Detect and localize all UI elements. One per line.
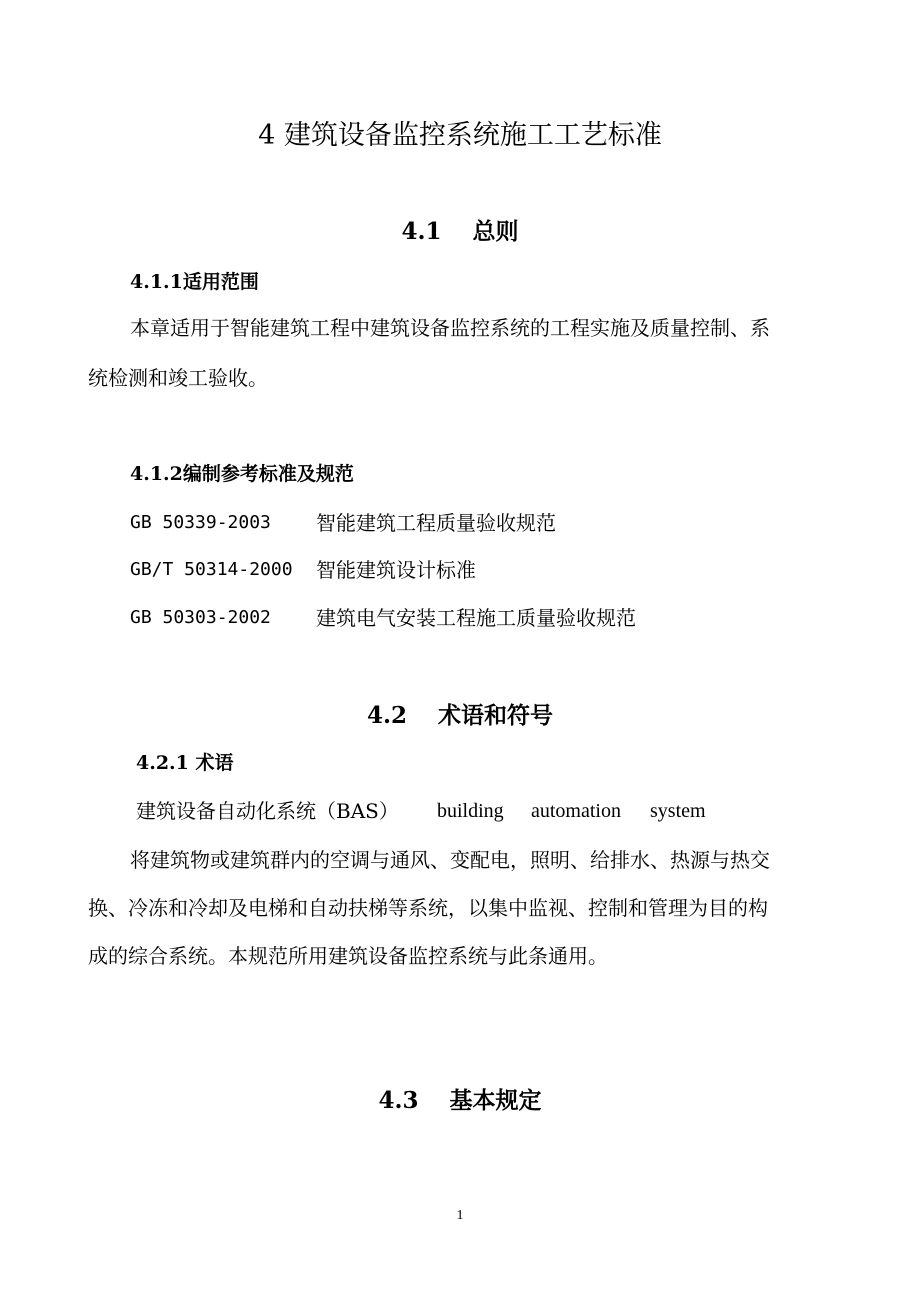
page-number: 1 — [456, 1208, 464, 1223]
section-heading-4-3: 4.3 基本规定 — [378, 1087, 542, 1114]
term-english-word: building — [437, 800, 504, 822]
subsection-heading-4-2-1: 4.2.1 术语 — [136, 752, 234, 774]
reference-code: GB 50303-2002 — [130, 607, 271, 628]
term-english-word: automation — [531, 800, 621, 822]
reference-code: GB 50339-2003 — [130, 512, 271, 533]
section-heading-4-1: 4.1 总则 — [401, 218, 519, 245]
reference-code: GB/T 50314-2000 — [130, 559, 293, 580]
subsection-heading-4-1-1: 4.1.1适用范围 — [130, 271, 259, 293]
reference-name: 建筑电气安装工程施工质量验收规范 — [316, 606, 636, 630]
paragraph-line: 统检测和竣工验收。 — [88, 366, 268, 390]
paragraph-line: 本章适用于智能建筑工程中建筑设备监控系统的工程实施及质量控制、系 — [130, 316, 770, 340]
document-title: 4 建筑设备监控系统施工工艺标准 — [258, 120, 662, 151]
paragraph-line: 将建筑物或建筑群内的空调与通风、变配电，照明、给排水、热源与热交 — [130, 848, 770, 872]
term-chinese: 建筑设备自动化系统（BAS） — [136, 799, 399, 823]
subsection-heading-4-1-2: 4.1.2编制参考标准及规范 — [130, 463, 354, 485]
paragraph-line: 换、冷冻和冷却及电梯和自动扶梯等系统，以集中监视、控制和管理为目的构 — [88, 896, 768, 920]
reference-name: 智能建筑设计标准 — [316, 558, 476, 582]
reference-name: 智能建筑工程质量验收规范 — [316, 511, 556, 535]
term-english-word: system — [650, 800, 706, 822]
section-heading-4-2: 4.2 术语和符号 — [366, 702, 554, 729]
paragraph-line: 成的综合系统。本规范所用建筑设备监控系统与此条通用。 — [88, 944, 608, 968]
